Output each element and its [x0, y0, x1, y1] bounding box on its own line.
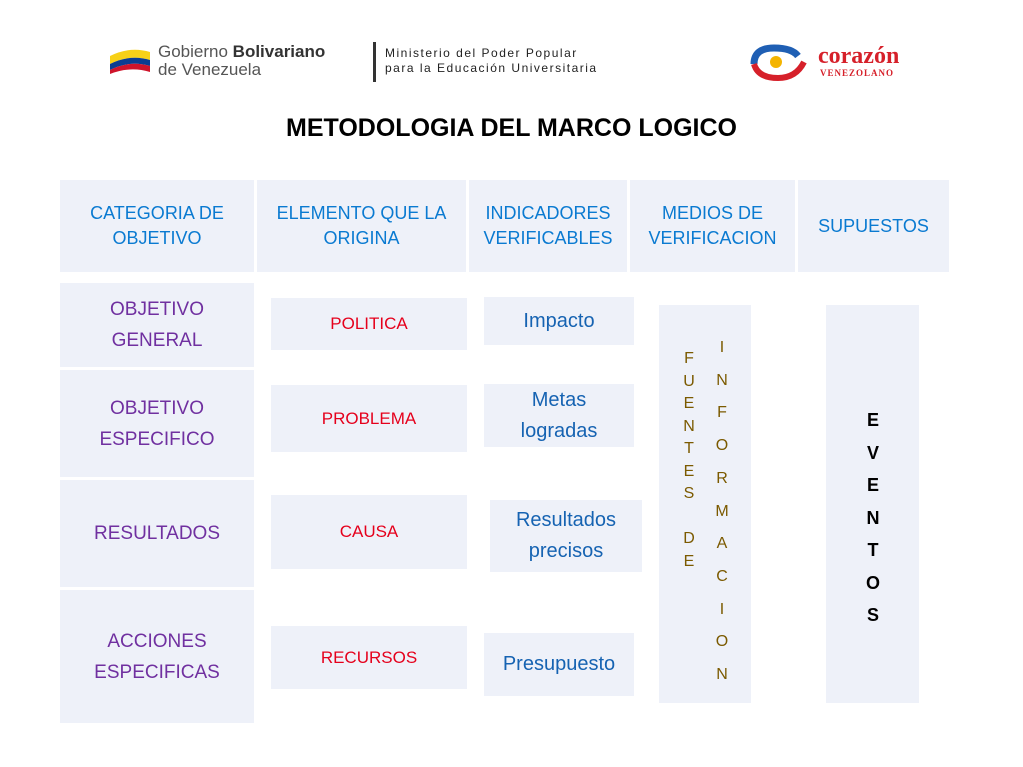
informacion-letter: O: [715, 437, 729, 455]
gov-name-bold: Bolivariano: [232, 42, 326, 61]
medios-verificacion-box: [659, 305, 751, 703]
informacion-letter: A: [716, 535, 728, 553]
fuentes-de-vertical-text: [676, 348, 702, 573]
logo-subname: VENEZOLANO: [820, 68, 895, 78]
informacion-letter: M: [715, 502, 729, 520]
column-header-medios: MEDIOS DE VERIFICACION: [630, 180, 795, 272]
column-header-indicadores: INDICADORES VERIFICABLES: [469, 180, 627, 272]
eventos-letter: T: [867, 540, 879, 560]
informacion-letter: N: [716, 666, 728, 684]
ministry-name: [385, 46, 598, 76]
heart-logo-icon: [748, 42, 816, 82]
informacion-letter: I: [719, 339, 725, 356]
category-objetivo-general: OBJETIVO GENERAL: [60, 283, 254, 367]
informacion-letter: N: [716, 371, 728, 389]
page-title: METODOLOGIA DEL MARCO LOGICO: [286, 114, 737, 142]
indicator-metas-logradas: Metas logradas: [484, 384, 634, 447]
fuentes-de-letter: S: [683, 485, 695, 502]
eventos-letter: E: [866, 410, 879, 430]
eventos-letter: V: [866, 442, 879, 463]
government-logo: [108, 40, 378, 84]
eventos-letter: E: [866, 475, 879, 495]
indicator-resultados-precisos: Resultados precisos: [490, 500, 642, 572]
informacion-letter: C: [716, 567, 728, 585]
category-objetivo-especifico: OBJETIVO ESPECIFICO: [60, 370, 254, 477]
column-header-categoria: CATEGORIA DE OBJETIVO: [60, 180, 254, 272]
fuentes-de-letter: N: [683, 417, 695, 435]
header-divider: [373, 42, 376, 82]
gov-name-prefix: Gobierno: [158, 42, 228, 61]
fuentes-de-letter: E: [683, 395, 695, 412]
eventos-letter: O: [865, 572, 880, 593]
eventos-vertical-text: [859, 404, 887, 632]
informacion-letter: F: [717, 404, 727, 422]
gov-country: de Venezuela: [158, 60, 262, 79]
fuentes-de-letter: E: [683, 552, 695, 570]
element-politica: POLITICA: [271, 298, 467, 350]
fuentes-de-letter: E: [683, 462, 695, 480]
fuentes-de-letter: T: [684, 440, 694, 457]
eventos-letter: N: [866, 507, 880, 528]
logo-name: corazón: [818, 43, 900, 69]
fuentes-de-letter: F: [684, 350, 694, 367]
indicator-impacto: Impacto: [484, 297, 634, 345]
fuentes-de-letter: U: [683, 372, 695, 390]
informacion-letter: R: [716, 469, 728, 487]
venezuela-flag-icon: [108, 44, 152, 74]
fuentes-de-letter: D: [683, 530, 695, 547]
informacion-vertical-text: [709, 332, 735, 692]
category-acciones-especificas: ACCIONES ESPECIFICAS: [60, 590, 254, 723]
element-causa: CAUSA: [271, 495, 467, 569]
informacion-letter: I: [719, 600, 725, 618]
column-header-supuestos: SUPUESTOS: [798, 180, 949, 272]
column-header-elemento: ELEMENTO QUE LA ORIGINA: [257, 180, 466, 272]
ministry-line-2: para la Educación Universitaria: [385, 61, 598, 75]
element-recursos: RECURSOS: [271, 626, 467, 689]
category-resultados: RESULTADOS: [60, 480, 254, 587]
informacion-letter: O: [715, 633, 729, 651]
indicator-presupuesto: Presupuesto: [484, 633, 634, 696]
corazon-venezolano-logo: [748, 42, 933, 82]
element-problema: PROBLEMA: [271, 385, 467, 452]
fuentes-de-letter: [687, 506, 691, 529]
ministry-line-1: Ministerio del Poder Popular: [385, 46, 578, 60]
eventos-letter: S: [866, 605, 879, 625]
